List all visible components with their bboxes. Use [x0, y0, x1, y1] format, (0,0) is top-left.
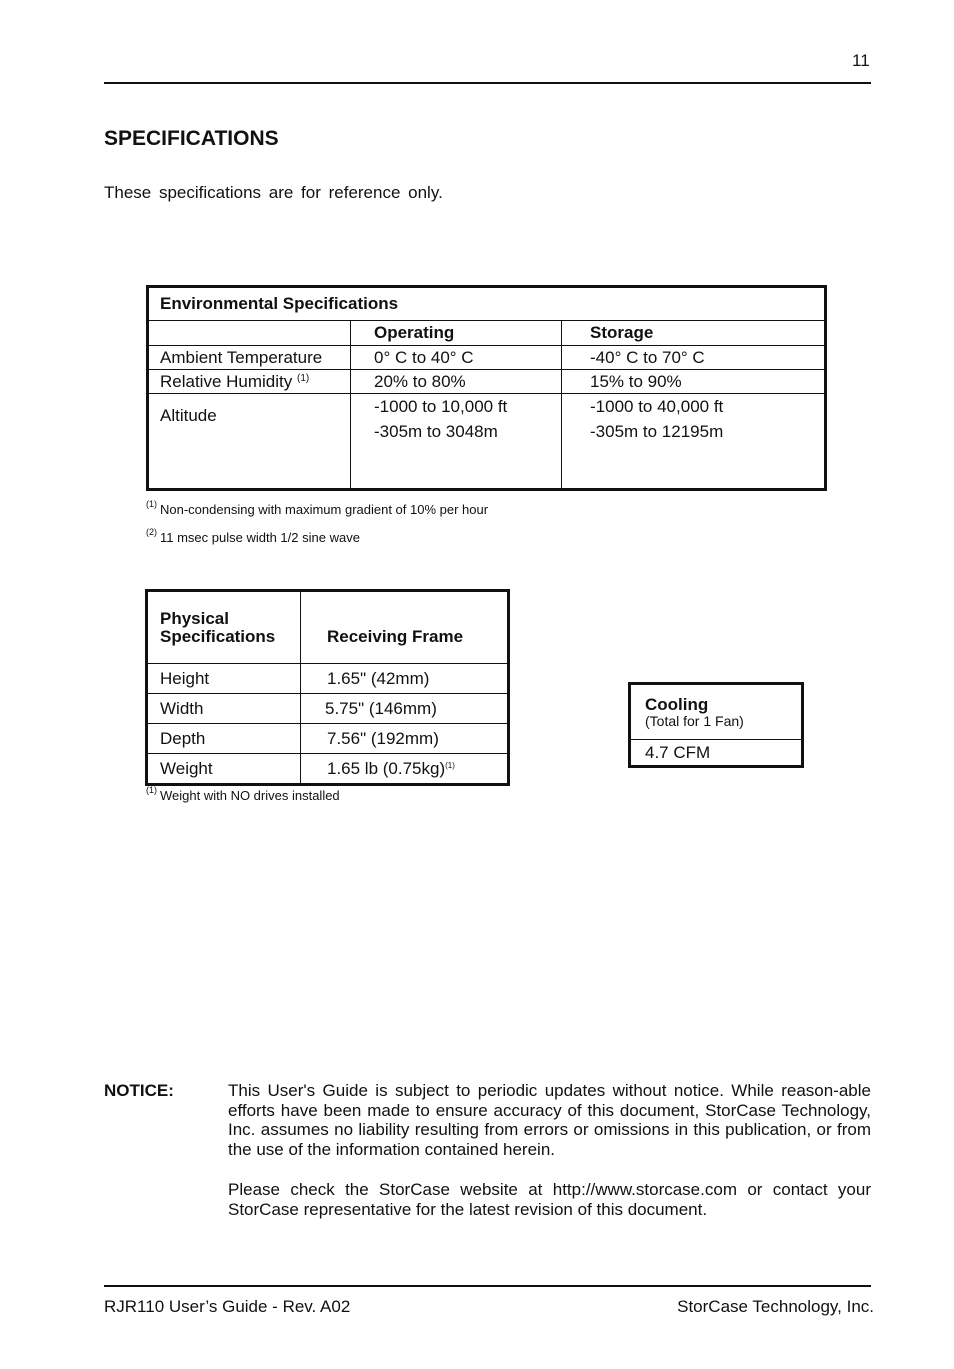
physical-specifications-table — [145, 589, 510, 786]
physical-title-line-1: Physical — [160, 608, 229, 628]
physical-footnote — [146, 785, 340, 803]
physical-row-label: Weight — [147, 754, 301, 785]
footnote-marker: (1) — [445, 760, 455, 770]
notice-label: NOTICE: — [104, 1081, 174, 1100]
footnote-text: Non-condensing with maximum gradient of 10% per hour — [160, 502, 489, 517]
physical-column-header: Receiving Frame — [301, 591, 509, 664]
table-row — [148, 394, 826, 490]
environmental-footnote-1 — [146, 499, 488, 517]
env-column-header-storage: Storage — [562, 321, 826, 346]
physical-row-value: 5.75" (146mm) — [301, 694, 509, 724]
footnote-marker: (1) — [146, 785, 157, 795]
environmental-table-title: Environmental Specifications — [148, 287, 826, 321]
env-row-label — [148, 346, 351, 370]
header-rule — [104, 82, 871, 84]
env-row-label-text: Ambient Temperature — [160, 347, 323, 367]
env-operating-value: 0° C to 40° C — [351, 346, 562, 370]
env-storage-value: -40° C to 70° C — [562, 346, 826, 370]
env-storage-line: -1000 to 40,000 ft — [590, 397, 724, 416]
env-column-header-operating: Operating — [351, 321, 562, 346]
env-storage-value: 15% to 90% — [562, 370, 826, 394]
physical-row-label: Width — [147, 694, 301, 724]
physical-table-title — [147, 591, 301, 664]
table-row — [147, 694, 509, 724]
env-row-label-text: Altitude — [160, 406, 217, 425]
env-column-header-blank — [148, 321, 351, 346]
env-row-label — [148, 394, 351, 490]
env-storage-line: -305m to 12195m — [590, 422, 724, 441]
footer-document-title: RJR110 User’s Guide - Rev. A02 — [104, 1297, 351, 1316]
cooling-title: Cooling — [645, 694, 709, 714]
footnote-marker: (1) — [297, 372, 310, 384]
table-row — [148, 346, 826, 370]
footnote-marker: (1) — [146, 499, 157, 509]
env-operating-line: -1000 to 10,000 ft — [374, 397, 508, 416]
environmental-specifications-table — [146, 285, 827, 491]
physical-row-value: 1.65 lb (0.75kg) — [327, 758, 446, 778]
table-row — [147, 724, 509, 754]
physical-row-value-cell — [301, 754, 509, 785]
footnote-marker: (2) — [146, 527, 157, 537]
cooling-table — [628, 682, 804, 768]
footer-company: StorCase Technology, Inc. — [677, 1297, 874, 1316]
notice-paragraph: This User's Guide is subject to periodic updates without notice. While reason-able efforts have been made to ensure accuracy of this document, StorCase Technology, Inc. assumes no liability resulting from errors or omissions in this publication, or from the use of the information contained herein. — [228, 1081, 871, 1159]
physical-row-label: Depth — [147, 724, 301, 754]
physical-row-label: Height — [147, 664, 301, 694]
page-number: 11 — [852, 51, 870, 70]
footnote-text: 11 msec pulse width 1/2 sine wave — [160, 530, 360, 545]
cooling-value: 4.7 CFM — [630, 740, 803, 767]
physical-row-value: 7.56" (192mm) — [301, 724, 509, 754]
env-row-label — [148, 370, 351, 394]
cooling-header — [630, 684, 803, 740]
notice-paragraph: Please check the StorCase website at http://www.storcase.com or contact your StorCase representative for the latest revision of this document. — [228, 1180, 871, 1219]
env-operating-line: -305m to 3048m — [374, 422, 498, 441]
footer-rule — [104, 1285, 871, 1287]
table-row — [148, 370, 826, 394]
footnote-text: Weight with NO drives installed — [160, 788, 340, 803]
environmental-footnote-2 — [146, 527, 360, 545]
intro-text: These specifications are for reference only. — [104, 183, 443, 202]
env-row-label-text: Relative Humidity — [160, 371, 293, 391]
table-row — [147, 754, 509, 785]
env-operating-value: 20% to 80% — [351, 370, 562, 394]
table-row — [147, 664, 509, 694]
notice-body — [228, 1081, 871, 1241]
env-storage-value — [562, 394, 826, 490]
cooling-subtitle: (Total for 1 Fan) — [645, 712, 744, 729]
env-operating-value — [351, 394, 562, 490]
section-title: SPECIFICATIONS — [104, 127, 279, 150]
physical-row-value: 1.65" (42mm) — [301, 664, 509, 694]
physical-title-line-2: Specifications — [160, 626, 276, 646]
